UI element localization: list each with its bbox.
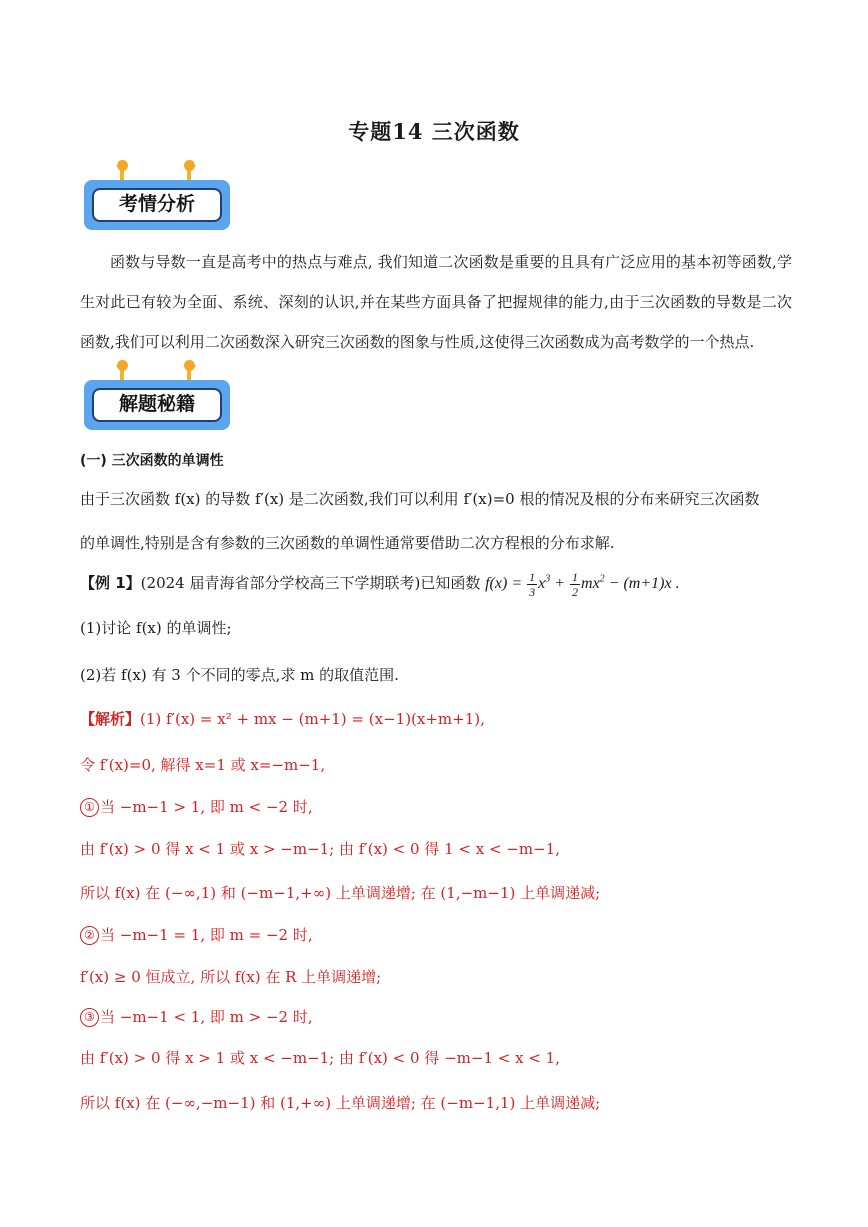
example-source: (2024 届青海省部分学校高三下学期联考)已知函数: [140, 574, 481, 593]
case-2: [80, 924, 800, 945]
solution-line-1: [80, 708, 800, 729]
case-1-conclusion: 所以 f(x) 在 (−∞,1) 和 (−m−1,+∞) 上单调递增; 在 (1,−m−1) 上单调递减;: [80, 884, 601, 902]
case-3-text: 当 −m−1 < 1, 即 m > −2 时,: [100, 1008, 313, 1026]
analysis-badge: [84, 166, 230, 230]
solution-label: 【解析】: [80, 710, 141, 728]
solution-line-2: 令 f′(x)=0, 解得 x=1 或 x=−m−1,: [80, 756, 326, 774]
question-1: (1)讨论 f(x) 的单调性;: [80, 619, 232, 637]
case-1: [80, 796, 800, 817]
example-formula: f(x) = $\frac{1}{3}$ $x^3$ + $\frac{1}{2}$ $mx^2 - (m+1)x$ .: [485, 570, 680, 599]
case-3-conclusion: 所以 f(x) 在 (−∞,−m−1) 和 (1,+∞) 上单调递增; 在 (−m−1,1) 上单调递减;: [80, 1094, 601, 1112]
case-2-conclusion: f′(x) ≥ 0 恒成立, 所以 f(x) 在 R 上单调递增;: [80, 968, 382, 986]
example-label: 【例 1】: [80, 574, 141, 593]
subheading: (一) 三次函数的单调性: [80, 453, 224, 469]
solution-step-1: (1) f′(x) = x² + mx − (m+1) = (x−1)(x+m+1),: [140, 710, 485, 728]
case-3-derivative: 由 f′(x) > 0 得 x > 1 或 x < −m−1; 由 f′(x) < 0 得 −m−1 < x < 1,: [80, 1049, 560, 1067]
circled-number: ①: [80, 798, 99, 817]
circled-number: ③: [80, 1008, 99, 1027]
intro-line-2: 的单调性,特别是含有参数的三次函数的单调性通常要借助二次方程根的分布求解.: [80, 534, 615, 552]
analysis-paragraph: 函数与导数一直是高考中的热点与难点, 我们知道二次函数是重要的且具有广泛应用的基本初等函数,学生对此已有较为全面、系统、深刻的认识,并在某些方面具备了把握规律的能力,由于三次函数的导数是二次函数,我们可以利用二次函数深入研究三次函数的图象与性质,这使得三次函数成为高考数学的一个热点.: [80, 253, 792, 351]
case-3: [80, 1006, 800, 1027]
case-1-derivative: 由 f′(x) > 0 得 x < 1 或 x > −m−1; 由 f′(x) < 0 得 1 < x < −m−1,: [80, 840, 560, 858]
example-header: [80, 570, 800, 599]
case-1-text: 当 −m−1 > 1, 即 m < −2 时,: [100, 798, 313, 816]
case-2-text: 当 −m−1 = 1, 即 m = −2 时,: [100, 926, 313, 944]
page-title: 专题14 三次函数: [348, 119, 520, 144]
circled-number: ②: [80, 926, 99, 945]
secrets-badge: [84, 366, 230, 430]
intro-line-1: 由于三次函数 f(x) 的导数 f′(x) 是二次函数,我们可以利用 f′(x)=0 根的情况及根的分布来研究三次函数: [80, 490, 760, 508]
badge-label: 解题秘籍: [92, 388, 222, 422]
badge-label: 考情分析: [92, 188, 222, 222]
question-2: (2)若 f(x) 有 3 个不同的零点,求 m 的取值范围.: [80, 666, 399, 684]
